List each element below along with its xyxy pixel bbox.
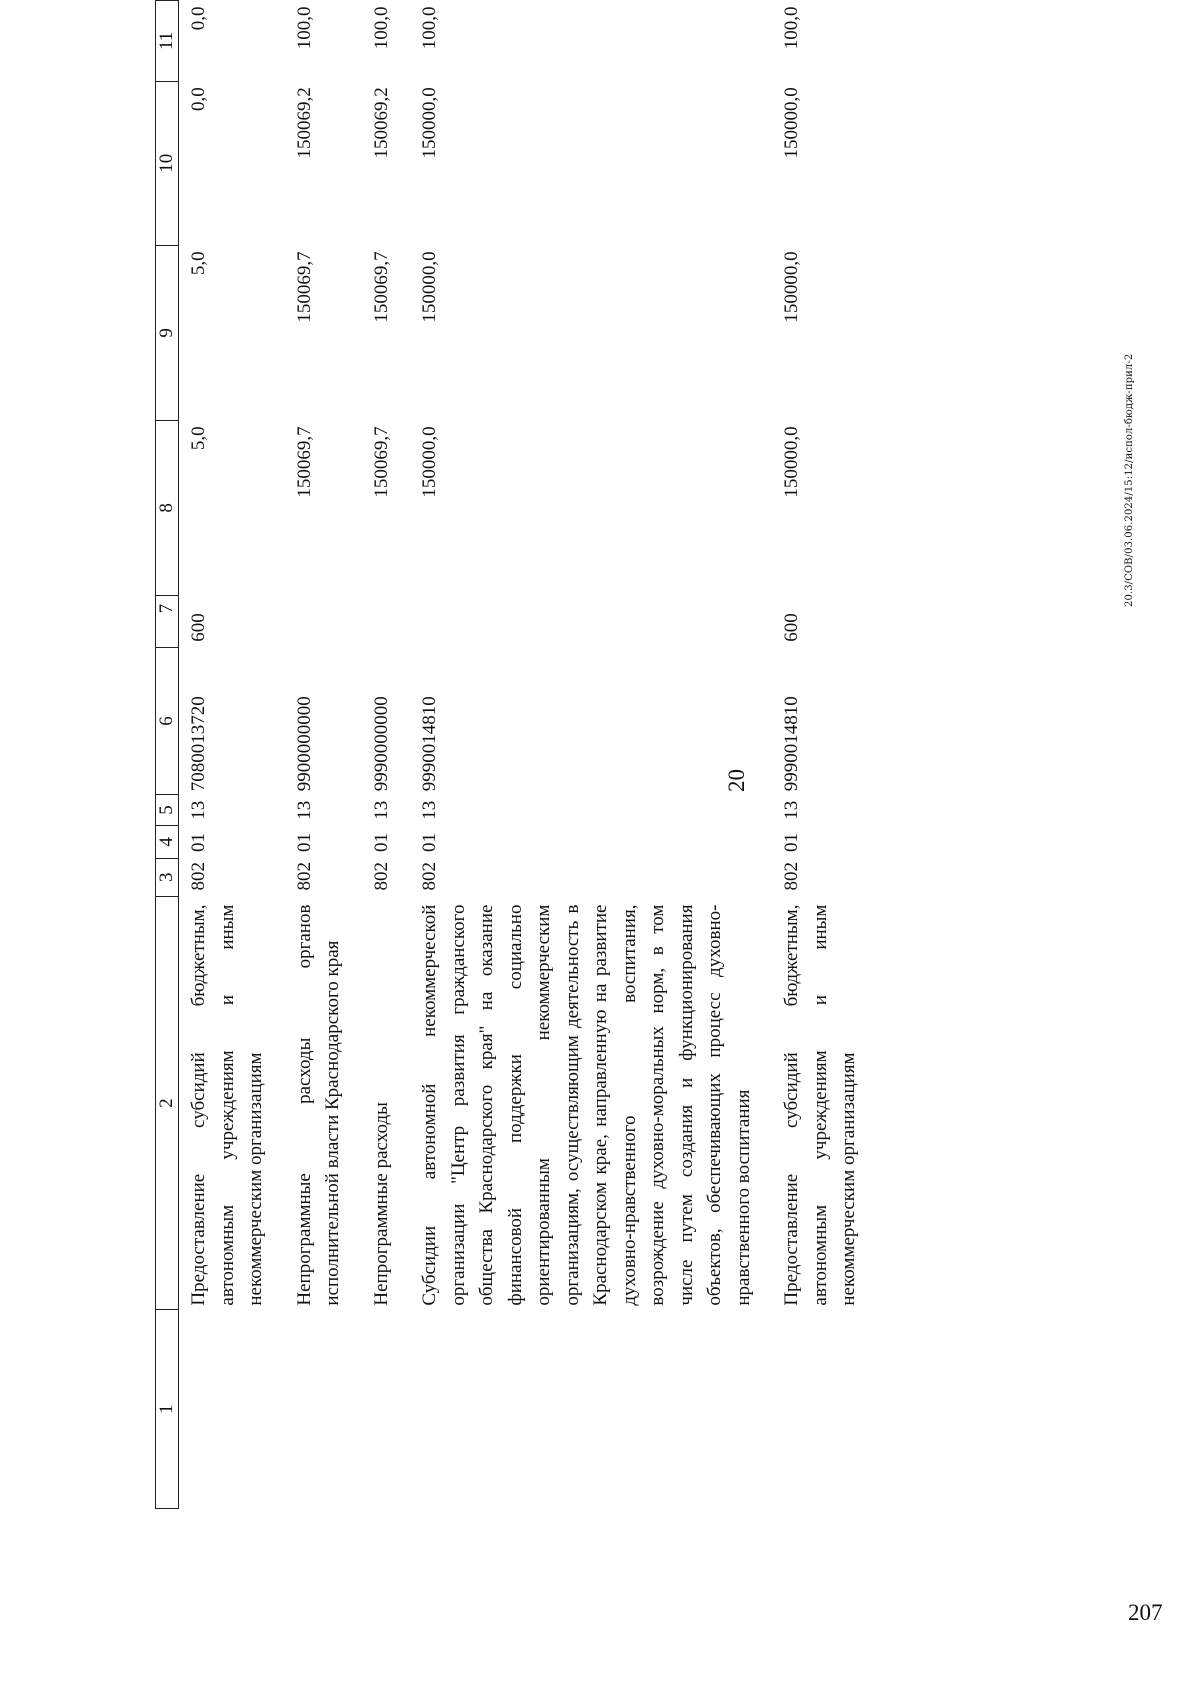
header-row (156, 1, 179, 1509)
cell-value-10: 150069,2 (370, 87, 392, 159)
cell-ved: 802 (781, 862, 802, 891)
cell-value-10: 150069,2 (293, 87, 315, 159)
col-header-4: 4 (156, 826, 179, 858)
row-name: Непрограммные расходы (370, 1102, 392, 1306)
cell-subsection: 13 (293, 800, 315, 820)
cell-subsection: 13 (419, 800, 440, 820)
cell-section: 01 (781, 833, 802, 853)
cell-value-8: 150069,7 (370, 426, 392, 498)
cell-value-11: 0,0 (188, 6, 209, 31)
cell-section: 01 (419, 833, 440, 853)
cell-value-10: 150000,0 (419, 87, 440, 159)
cell-subsection: 13 (370, 800, 392, 820)
cell-section: 01 (293, 833, 315, 853)
cell-value-11: 100,0 (370, 6, 392, 50)
col-header-11: 11 (156, 1, 179, 82)
cell-value-9: 150000,0 (781, 251, 802, 323)
cell-value-10: 0,0 (188, 87, 209, 111)
col-header-3: 3 (156, 858, 179, 897)
page-top-number: 20 (724, 769, 749, 792)
table-row (410, 1, 772, 1509)
cell-value-9: 5,0 (188, 251, 209, 276)
col-header-1: 1 (156, 1310, 179, 1509)
budget-table (155, 0, 878, 1509)
page-number: 207 (1128, 1600, 1163, 1625)
cell-ved: 802 (188, 862, 209, 891)
col-header-7: 7 (156, 595, 179, 647)
cell-section: 01 (370, 833, 392, 853)
cell-expense-type: 600 (781, 613, 802, 642)
cell-target-article: 7080013720 (188, 696, 209, 792)
row-name: Предоставление субсидий бюджетным, автономным учреждениям и иным некоммерческим организациям (188, 904, 266, 1306)
cell-target-article: 9990000000 (370, 696, 392, 792)
col-header-10: 10 (156, 81, 179, 245)
cell-section: 01 (188, 833, 209, 853)
cell-subsection: 13 (188, 800, 209, 820)
cell-subsection: 13 (781, 800, 802, 820)
cell-value-9: 150000,0 (419, 251, 440, 323)
cell-value-9: 150069,7 (293, 251, 315, 323)
cell-value-8: 150000,0 (419, 426, 440, 498)
cell-value-11: 100,0 (781, 6, 802, 50)
table-row (285, 1, 362, 1509)
cell-expense-type (410, 595, 772, 647)
cell-expense-type (362, 595, 411, 647)
col-header-9: 9 (156, 245, 179, 420)
table-row (179, 1, 285, 1509)
cell-value-9: 150069,7 (370, 251, 392, 323)
cell-target-article: 9990014810 (781, 696, 802, 792)
table-row (362, 1, 411, 1509)
footer-code: 20.3/СОВ/03.06.2024/15:12/испол-бюдж-прил-2 (1124, 353, 1135, 607)
cell-value-8: 5,0 (188, 426, 209, 451)
col-header-6: 6 (156, 648, 179, 794)
cell-ved: 802 (419, 862, 440, 891)
cell-value-11: 100,0 (419, 6, 440, 50)
cell-value-8: 150000,0 (781, 426, 802, 498)
row-name: Субсидии автономной некоммерческой организации "Центр развития гражданского общества Краснодарского края" на оказание финансовой поддержки социально ориентированным некоммерческим организациям, осуществляющим деятельность в Краснодарском крае, направленную на развитие духовно-нравственного воспитания, возрождение духовно-моральных норм, в том числе путем создания и функционирования объектов, обеспечивающих процесс духовно-нравственного воспитания (419, 904, 754, 1306)
table-row (772, 1, 878, 1509)
cell-target-article: 9900000000 (293, 696, 315, 792)
cell-expense-type: 600 (188, 613, 209, 642)
cell-target-article: 9990014810 (419, 696, 440, 792)
col-header-2: 2 (156, 897, 179, 1310)
col-header-8: 8 (156, 420, 179, 595)
cell-value-11: 100,0 (293, 6, 315, 50)
col-header-5: 5 (156, 794, 179, 826)
row-name: Предоставление субсидий бюджетным, автономным учреждениям и иным некоммерческим организациям (781, 904, 859, 1306)
cell-ved: 802 (370, 862, 392, 891)
cell-ved: 802 (293, 862, 315, 891)
cell-value-10: 150000,0 (781, 87, 802, 159)
cell-expense-type (285, 595, 362, 647)
cell-value-8: 150069,7 (293, 426, 315, 498)
row-name: Непрограммные расходы органов исполнительной власти Краснодарского края (293, 904, 343, 1306)
